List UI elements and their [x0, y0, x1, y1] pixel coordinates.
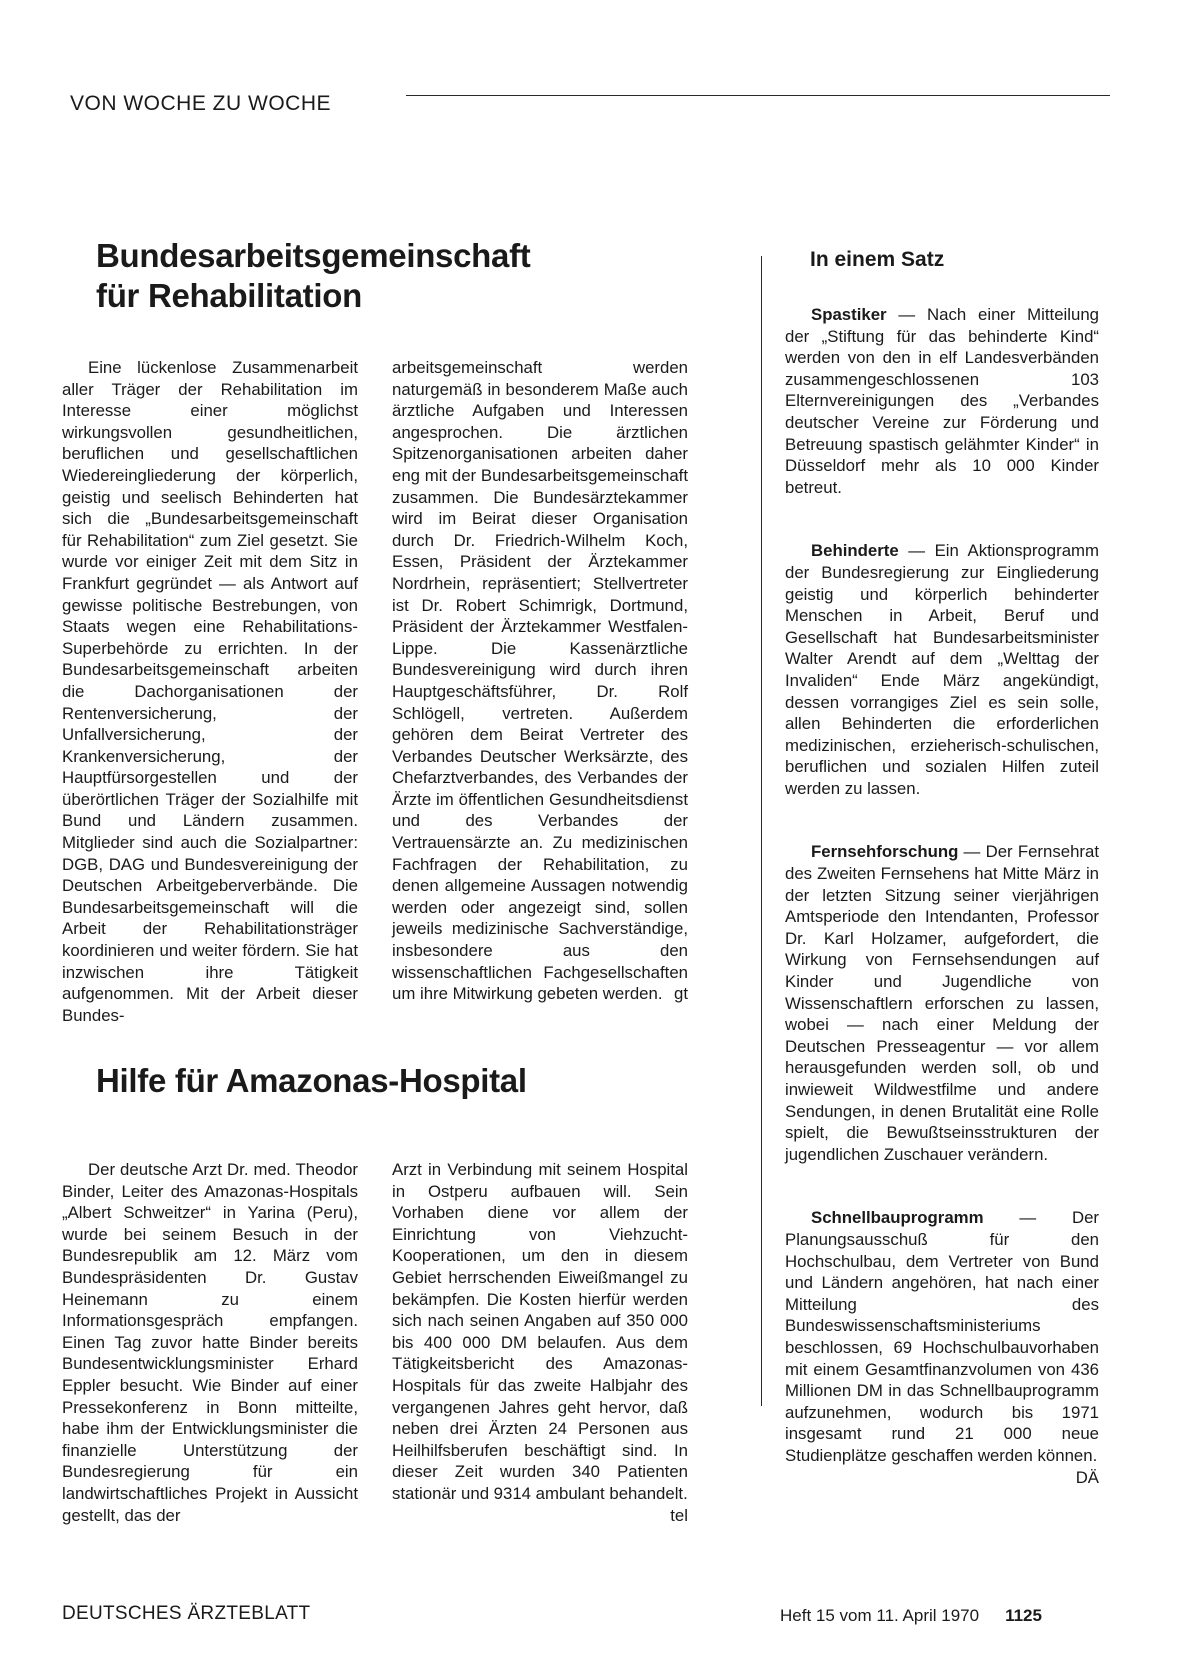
- author-signature: gt: [674, 984, 688, 1004]
- issue-date: Heft 15 vom 11. April 1970: [780, 1606, 980, 1625]
- sidebar-item-text: — Der Planungsausschuß für den Hochschulbau, dem Vertreter von Bund und Ländern angehören, hat nach einer Mitteilung des Bundeswissenschaftsministeriums beschlossen, 69 Hochschulbauvorhaben mit einem Gesamtfinanzvolumen von 436 Millionen DM in das Schnellbauprogramm aufzunehmen, wodurch bis 1971 insgesamt rund 21 000 neue Studienplätze geschaffen werden können.: [785, 1208, 1099, 1465]
- article1-column-2: [392, 357, 688, 1005]
- sidebar-item-text: — Der Fernsehrat des Zweiten Fernsehens hat Mitte März in der letzten Sitzung seiner vierjährigen Amtsperiode den Intendanten, Professor Dr. Karl Holzamer, aufgefordert, die Wirkung von Fernsehsendungen auf Kinder und Jugendliche von Wissenschaftlern erforschen zu lassen, wobei — nach einer Meldung der Deutschen Presseagentur — vor allem herausgefunden werden soll, ob und inwieweit Wildwestfilme und andere Sendungen, in denen Brutalität eine Rolle spielt, die Bewußtseinsstrukturen der jugendlichen Zuschauer verändern.: [785, 842, 1099, 1164]
- sidebar-item-spastiker: [785, 304, 1099, 498]
- article-title-amazonas: Hilfe für Amazonas-Hospital: [96, 1062, 527, 1099]
- sidebar-item-keyword: Behinderte: [811, 541, 899, 561]
- sidebar-item-behinderte: [785, 540, 1099, 799]
- page-header: [70, 92, 1110, 122]
- column-divider: [761, 256, 762, 1406]
- sidebar-item-schnellbauprogramm: [785, 1207, 1099, 1487]
- article1-paragraph: [392, 357, 688, 1005]
- sidebar-item-keyword: Fernsehforschung: [811, 842, 959, 862]
- article1-column-1: [62, 357, 358, 1026]
- header-rule: [406, 95, 1110, 96]
- article-title-rehabilitation: [96, 236, 530, 316]
- sidebar-item-keyword: Spastiker: [811, 305, 887, 324]
- article2-column-2: [392, 1159, 688, 1526]
- sidebar-item-text: — Ein Aktionsprogramm der Bundesregierung zur Eingliederung geistig und körperlich behinderter Menschen in Arbeit, Beruf und Gesellschaft hat Bundesarbeitsminister Walter Arendt auf dem „Welttag der Invaliden“ Ende März angekündigt, dessen vorrangiges Ziel es sein solle, allen Behinderten die erforderlichen medizinischen, erzieherisch-schulischen, beruflichen und sozialen Hilfen zuteil werden zu lassen.: [785, 541, 1099, 798]
- article2-paragraph: [392, 1159, 688, 1525]
- sidebar-item-keyword: Schnellbauprogramm: [811, 1208, 984, 1228]
- article2-paragraph: Der deutsche Arzt Dr. med. Theodor Binder, Leiter des Amazonas-Hospitals „Albert Schweitzer“ in Yarina (Peru), wurde bei seinem Besuch in der Bundesrepublik am 12. März vom Bundespräsidenten Dr. Gustav Heinemann zu einem Informationsgespräch empfangen. Einen Tag zuvor hatte Binder bereits Bundesentwicklungsminister Erhard Eppler besucht. Wie Binder auf einer Pressekonferenz in Bonn mitteilte, habe ihm der Entwicklungsminister die finanzielle Unterstützung der Bundesregierung für ein landwirtschaftliches Projekt in Aussicht gestellt, das der: [62, 1160, 358, 1525]
- article2-column-1: [62, 1159, 358, 1526]
- page-number: 1125: [1005, 1606, 1042, 1625]
- section-heading: VON WOCHE ZU WOCHE: [70, 92, 331, 115]
- sidebar-item-fernsehforschung: [785, 841, 1099, 1165]
- article-title-line: Bundesarbeitsgemeinschaft: [96, 237, 531, 274]
- article1-paragraph-text: arbeitsgemeinschaft werden naturgemäß in besonderem Maße auch ärztliche Aufgaben und Interessen angesprochen. Die ärztlichen Spitzenorganisationen arbeiten daher eng mit der Bundesarbeitsgemeinschaft zusammen. Die Bundesärztekammer wird im Beirat dieser Organisation durch Dr. Friedrich-Wilhelm Koch, Essen, Präsident der Ärztekammer Nordrhein, repräsentiert; Stellvertreter ist Dr. Robert Schimrigk, Dortmund, Präsident der Ärztekammer Westfalen-Lippe. Die Kassenärztliche Bundesvereinigung wird durch ihren Hauptgeschäftsführer, Dr. Rolf Schlögell, vertreten. Außerdem gehören dem Beirat Vertreter des Verbandes Deutscher Werksärzte, des Chefarztverbandes, des Verbandes der Ärzte im öffentlichen Gesundheitsdienst und des Verbandes der Vertrauensärzte an. Zu medizinischen Fachfragen der Rehabilitation, zu denen allgemeine Aussagen notwendig werden oder angezeigt sind, sollen jeweils medizinische Sachverständige, insbesondere aus den wissenschaftlichen Fachgesellschaften um ihre Mitwirkung gebeten werden.: [392, 358, 688, 1004]
- article2-paragraph-text: Arzt in Verbindung mit seinem Hospital in Ostperu aufbauen will. Sein Vorhaben diene vor allem der Einrichtung von Viehzucht-Kooperationen, um den in diesem Gebiet herrschenden Eiweißmangel zu bekämpfen. Die Kosten hierfür werden sich nach seinen Angaben auf 350 000 bis 400 000 DM belaufen. Aus dem Tätigkeitsbericht des Amazonas-Hospitals für das zweite Halbjahr des vergangenen Jahres geht hervor, daß neben drei Ärzten 24 Personen aus Heilhilfsberufen beschäftigt sind. In dieser Zeit wurden 340 Patienten stationär und 9314 ambulant behandelt.: [392, 1160, 688, 1503]
- journal-name: DEUTSCHES ÄRZTEBLATT: [62, 1603, 311, 1624]
- sidebar-column: [785, 304, 1099, 1488]
- sidebar-item-text: — Nach einer Mitteilung der „Stiftung für das behinderte Kind“ werden von den in elf Landesverbänden zusammengeschlossenen 103 Elternvereinigungen des „Verbandes deutscher Vereine zur Förderung und Betreuung spastisch gelähmter Kinder“ in Düsseldorf mehr als 10 000 Kinder betreut.: [785, 305, 1099, 497]
- article1-paragraph: Eine lückenlose Zusammenarbeit aller Träger der Rehabilitation im Interesse einer möglichst wirkungsvollen gesundheitlichen, beruflichen und gesellschaftlichen Wiedereingliederung der körperlich, geistig und seelisch Behinderten hat sich die „Bundesarbeitsgemeinschaft für Rehabilitation“ zum Ziel gesetzt. Sie wurde vor einiger Zeit mit dem Sitz in Frankfurt gegründet — als Antwort auf gewisse politische Bestrebungen, von Staats wegen eine Rehabilitations-Superbehörde zu errichten. In der Bundesarbeitsgemeinschaft arbeiten die Dachorganisationen der Rentenversicherung, der Unfallversicherung, der Krankenversicherung, der Hauptfürsorgestellen und der überörtlichen Träger der Sozialhilfe mit Bund und Ländern zusammen. Mitglieder sind auch die Sozialpartner: DGB, DAG und Bundesvereinigung der Deutschen Arbeitgeberverbände. Die Bundesarbeitsgemeinschaft will die Arbeit der Rehabilitationsträger koordinieren und weiter fördern. Sie hat inzwischen ihre Tätigkeit aufgenommen. Mit der Arbeit dieser Bundes-: [62, 358, 358, 1025]
- author-signature: tel: [670, 1505, 688, 1525]
- author-signature: DÄ: [1075, 1467, 1099, 1487]
- article-title-line: für Rehabilitation: [96, 277, 362, 314]
- issue-info: [780, 1606, 1042, 1626]
- sidebar-title: In einem Satz: [810, 248, 945, 271]
